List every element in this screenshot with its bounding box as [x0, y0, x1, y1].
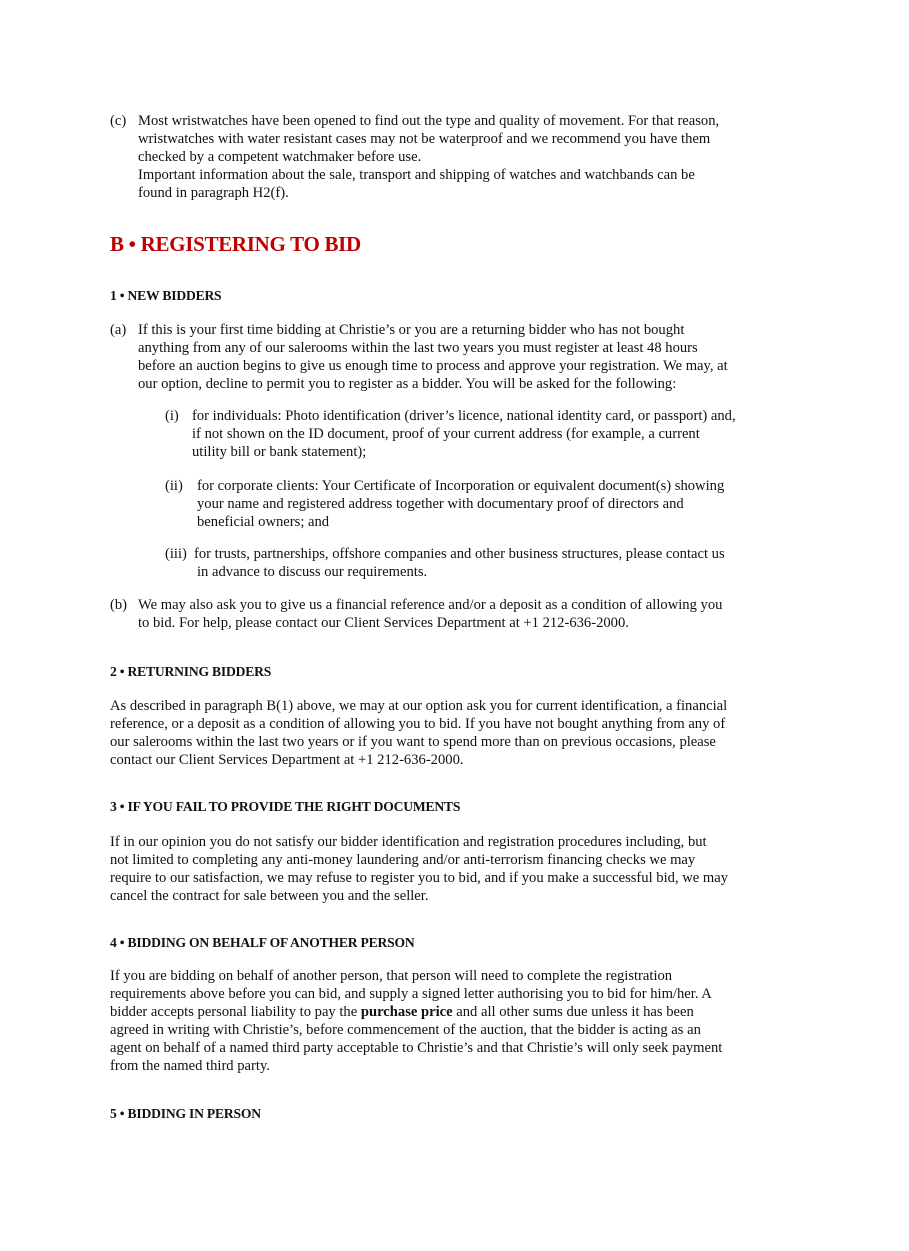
text-line: reference, or a deposit as a condition of allowing you to bid. If you have not bought anything from any of — [110, 716, 726, 732]
text-line: require to our satisfaction, we may refuse to register you to bid, and if you make a successful bid, we may — [110, 870, 729, 886]
item-label: (b) — [110, 597, 128, 613]
text-line: Important information about the sale, transport and shipping of watches and watchbands can be — [138, 167, 695, 183]
text-line: found in paragraph H2(f). — [138, 185, 289, 201]
heading-behalf-another: 4 • BIDDING ON BEHALF OF ANOTHER PERSON — [110, 935, 415, 950]
heading-returning-bidders: 2 • RETURNING BIDDERS — [110, 664, 272, 679]
text-line: wristwatches with water resistant cases may not be waterproof and we recommend you have them — [138, 131, 711, 147]
heading-new-bidders: 1 • NEW BIDDERS — [110, 288, 222, 303]
item-text — [192, 407, 736, 461]
text-line: agreed in writing with Christie’s, before commencement of the auction, that the bidder is acting as an — [110, 1022, 701, 1038]
text-line: contact our Client Services Department at +1 212-636-2000. — [110, 752, 464, 768]
item-text — [194, 545, 725, 581]
heading-fail-documents: 3 • IF YOU FAIL TO PROVIDE THE RIGHT DOCUMENTS — [110, 799, 461, 814]
text-line: for trusts, partnerships, offshore companies and other business structures, please contact us — [194, 546, 725, 562]
heading-bidding-in-person: 5 • BIDDING IN PERSON — [110, 1106, 261, 1121]
text-line: Most wristwatches have been opened to find out the type and quality of movement. For that reason, — [138, 113, 720, 129]
item-text — [138, 112, 719, 202]
paragraph-text — [110, 833, 728, 905]
text-line: If you are bidding on behalf of another person, that person will need to complete the registration — [110, 968, 673, 984]
item-label: (a) — [110, 322, 127, 338]
item-text — [197, 477, 724, 531]
text-line: We may also ask you to give us a financial reference and/or a deposit as a condition of allowing you — [138, 597, 723, 613]
defined-term: purchase price — [360, 1004, 453, 1020]
text-segment: and all other sums due unless it has been — [452, 1004, 694, 1020]
text-line: our salerooms within the last two years or if you want to spend more than on previous occasions, please — [110, 734, 716, 750]
text-line: anything from any of our salerooms within the last two years you must register at least 48 hours — [138, 340, 698, 356]
item-label: (ii) — [165, 478, 183, 494]
text-line: in advance to discuss our requirements. — [197, 564, 428, 580]
text-line: not limited to completing any anti-money laundering and/or anti-terrorism financing checks we may — [110, 852, 696, 868]
text-line: your name and registered address together with documentary proof of directors and — [197, 496, 684, 512]
text-segment: bidder accepts personal liability to pay the — [110, 1004, 361, 1020]
text-line: for individuals: Photo identification (driver’s licence, national identity card, or passport) and, — [192, 408, 736, 424]
text-line: to bid. For help, please contact our Client Services Department at +1 212-636-2000. — [138, 615, 629, 631]
item-label: (iii) — [165, 546, 187, 562]
text-line: If in our opinion you do not satisfy our bidder identification and registration procedures including, but — [110, 834, 707, 850]
text-line: if not shown on the ID document, proof of your current address (for example, a current — [192, 426, 700, 442]
item-text — [138, 596, 722, 632]
item-label: (i) — [165, 408, 179, 424]
text-line: our option, decline to permit you to register as a bidder. You will be asked for the following: — [138, 376, 677, 392]
text-line — [110, 1003, 722, 1021]
text-line: for corporate clients: Your Certificate of Incorporation or equivalent document(s) showing — [197, 478, 725, 494]
text-line: If this is your first time bidding at Christie’s or you are a returning bidder who has not bought — [138, 322, 685, 338]
text-line: utility bill or bank statement); — [192, 444, 367, 460]
text-line: agent on behalf of a named third party acceptable to Christie’s and that Christie’s will only seek payment — [110, 1040, 723, 1056]
text-line: from the named third party. — [110, 1058, 270, 1074]
text-line: cancel the contract for sale between you and the seller. — [110, 888, 429, 904]
item-text — [138, 321, 728, 393]
text-line: checked by a competent watchmaker before use. — [138, 149, 422, 165]
paragraph-text — [110, 697, 727, 769]
text-line: beneficial owners; and — [197, 514, 330, 530]
item-label: (c) — [110, 113, 127, 129]
text-line: As described in paragraph B(1) above, we may at our option ask you for current identification, a financial — [110, 698, 728, 714]
paragraph-text — [110, 967, 722, 1075]
section-title: B • REGISTERING TO BID — [110, 232, 361, 256]
text-line: requirements above before you can bid, and supply a signed letter authorising you to bid for him/her. A — [110, 986, 712, 1002]
text-line: before an auction begins to give us enough time to process and approve your registration. We may, at — [138, 358, 728, 374]
